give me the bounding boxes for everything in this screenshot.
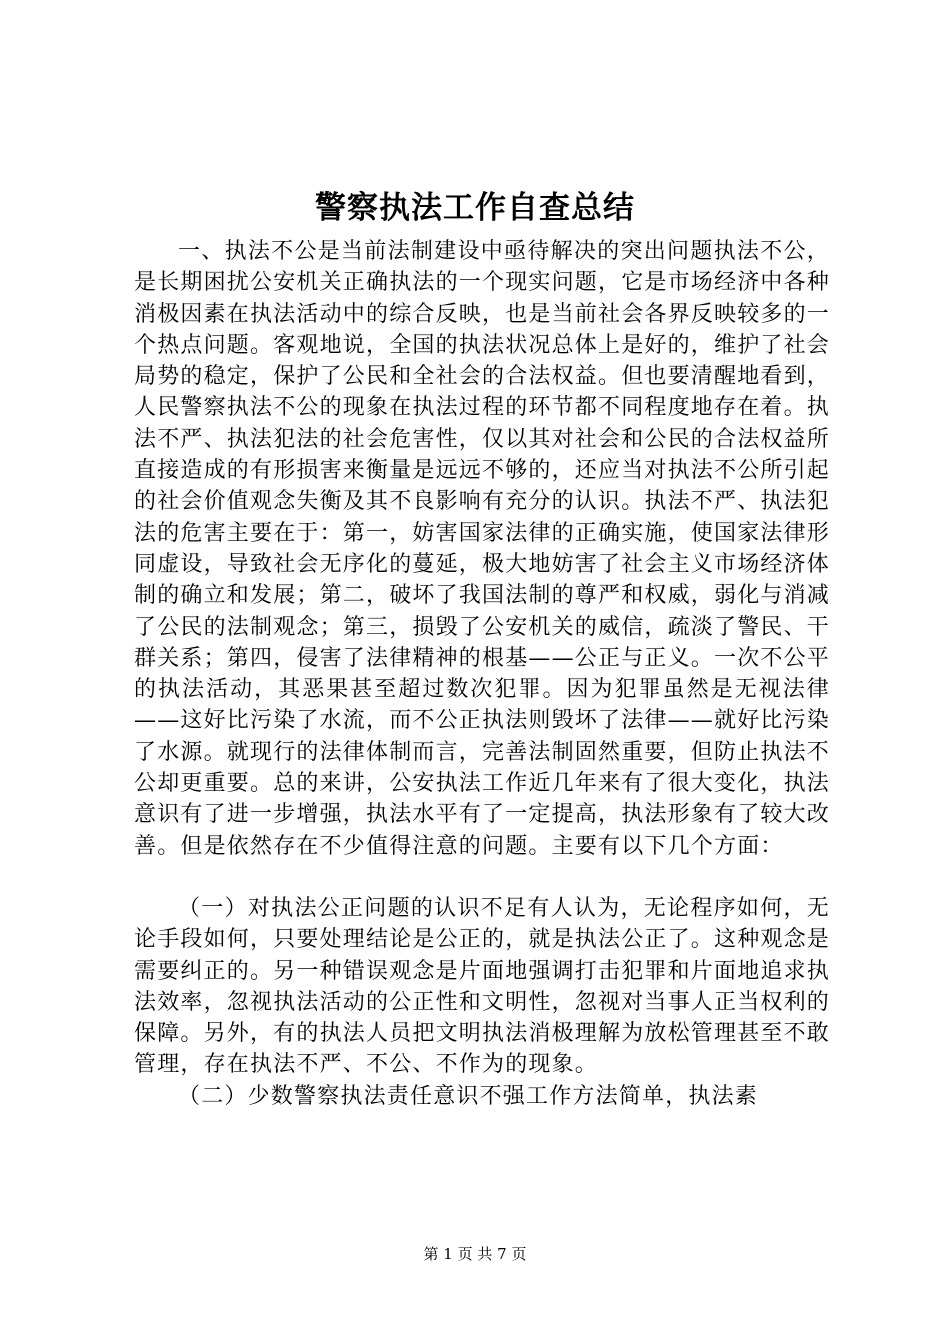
document-title: 警察执法工作自查总结 [315,190,635,226]
paragraph-section-2: （二）少数警察执法责任意识不强工作方法简单，执法素 [178,1083,759,1109]
document-body [134,236,830,1112]
paragraph-section-1: （一）对执法公正问题的认识不足有人认为，无论程序如何，无论手段如何，只要处理结论是公正的，就是执法公正了。这种观念是需要纠正的。另一种错误观念是片面地强调打击犯罪和片面地追求执法效率，忽视执法活动的公正性和文明性，忽视对当事人正当权利的保障。另外，有的执法人员把文明执法消极理解为放松管理甚至不敢管理，存在执法不严、不公、不作为的现象。 [134,895,831,1078]
page-footer: 第 1 页 共 7 页 [423,1245,527,1263]
paragraph-intro: 一、执法不公是当前法制建设中亟待解决的突出问题执法不公，是长期困扰公安机关正确执法的一个现实问题，它是市场经济中各种消极因素在执法活动中的综合反映，也是当前社会各界反映较多的一个热点问题。客观地说，全国的执法状况总体上是好的，维护了社会局势的稳定，保护了公民和全社会的合法权益。但也要清醒地看到，人民警察执法不公的现象在执法过程的环节都不同程度地存在着。执法不严、执法犯法的社会危害性，仅以其对社会和公民的合法权益所直接造成的有形损害来衡量是远远不够的，还应当对执法不公所引起的社会价值观念失衡及其不良影响有充分的认识。执法不严、执法犯法的危害主要在于：第一，妨害国家法律的正确实施，使国家法律形同虚设，导致社会无序化的蔓延，极大地妨害了社会主义市场经济体制的确立和发展；第二，破坏了我国法制的尊严和权威，弱化与消减了公民的法制观念；第三，损毁了公安机关的威信，疏淡了警民、干群关系；第四，侵害了法律精神的根基——公正与正义。一次不公平的执法活动，其恶果甚至超过数次犯罪。因为犯罪虽然是无视法律——这好比污染了水流，而不公正执法则毁坏了法律——就好比污染了水源。就现行的法律体制而言，完善法制固然重要，但防止执法不公却更重要。总的来讲，公安执法工作近几年来有了很大变化，执法意识有了进一步增强，执法水平有了一定提高，执法形象有了较大改善。但是依然存在不少值得注意的问题。主要有以下几个方面： [134,239,831,859]
